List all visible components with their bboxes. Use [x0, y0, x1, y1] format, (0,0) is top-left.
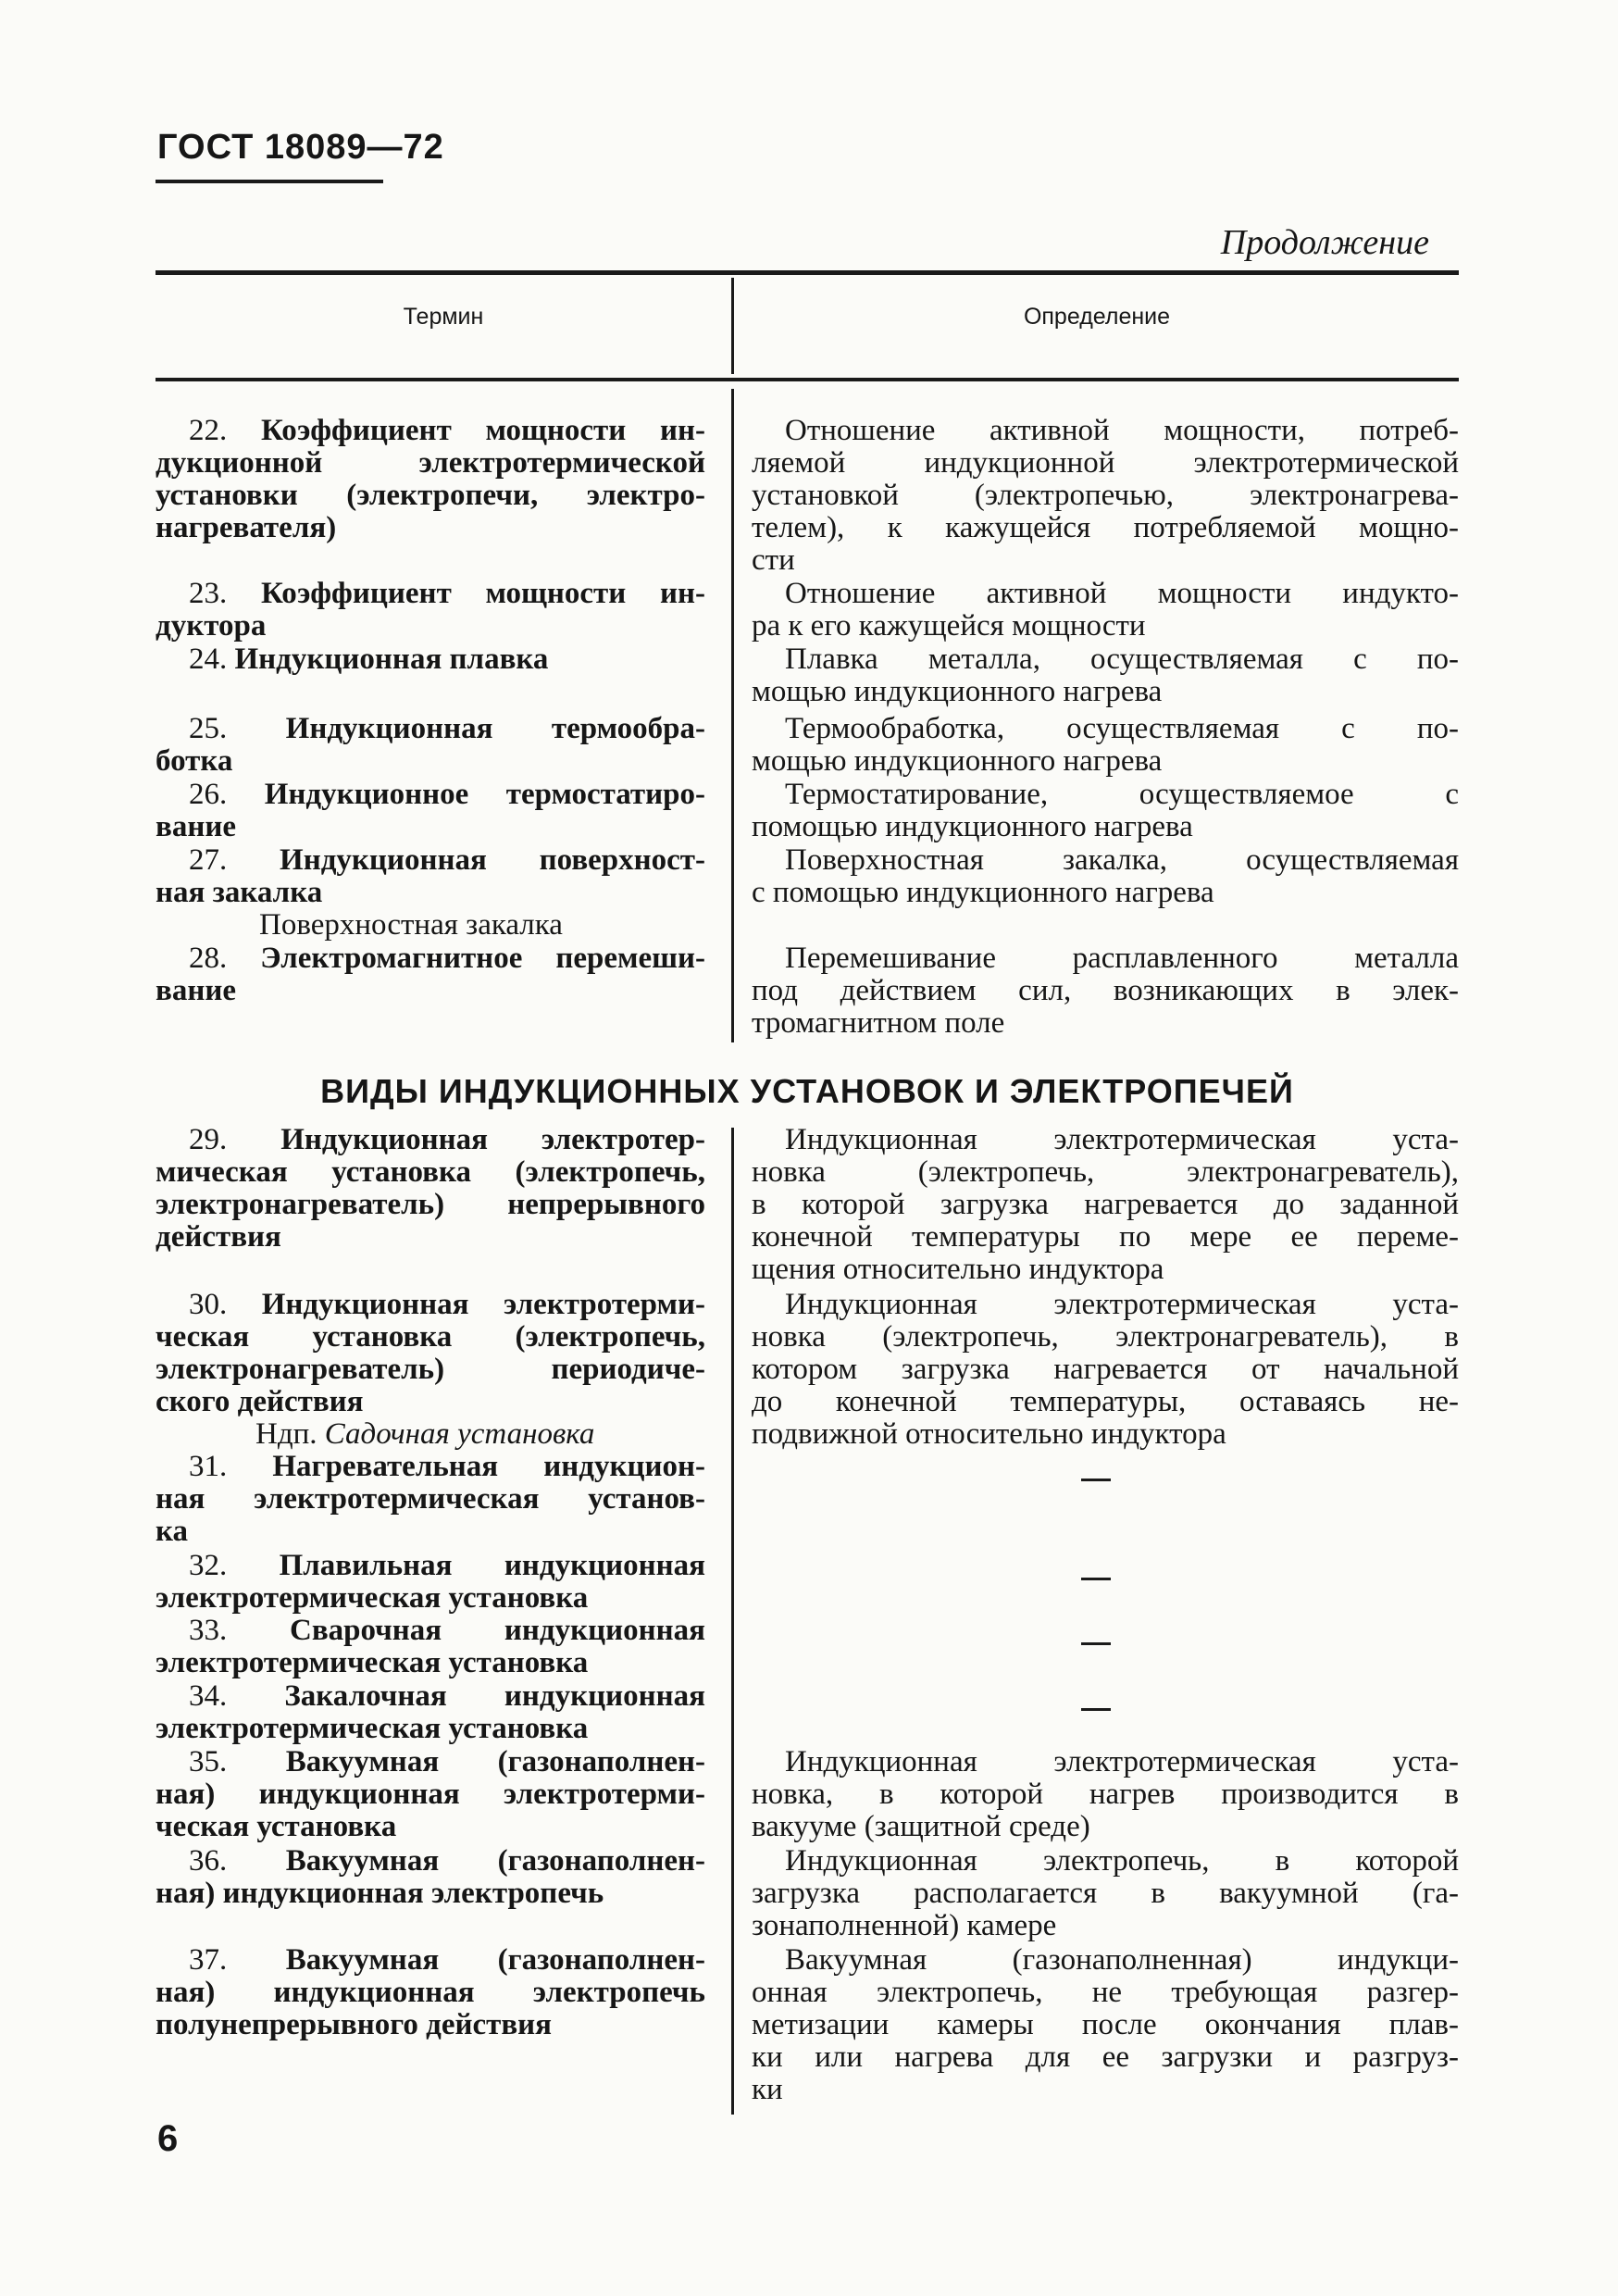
- term-35: [156, 1746, 705, 1843]
- term-line: Электромагнитное перемеши-: [260, 942, 705, 975]
- term-line: Индукционная термообра-: [285, 712, 705, 745]
- term-number: 33.: [189, 1614, 228, 1647]
- table-top-rule: [156, 270, 1459, 275]
- term-32: [156, 1550, 705, 1615]
- definition-line: до конечной температуры, оставаясь не-: [752, 1385, 1459, 1418]
- term-number: 35.: [189, 1745, 228, 1778]
- term-line: Вакуумная (газонаполнен-: [285, 1844, 705, 1878]
- term-line: ная) индукционная электропечь: [156, 1976, 705, 2009]
- definition-line: ки: [752, 2073, 783, 2106]
- term-synonym: Поверхностная закалка: [259, 908, 563, 942]
- definition-line: новка, в которой нагрев производится в: [752, 1778, 1459, 1811]
- term-number: 34.: [189, 1679, 228, 1713]
- term-line: полунепрерывного действия: [156, 2008, 553, 2041]
- definition-line: тромагнитном поле: [752, 1006, 1005, 1040]
- definition-line: подвижной относительно индуктора: [752, 1417, 1226, 1451]
- term-line: Плавильная индукционная: [279, 1549, 705, 1582]
- column-header-definition: Определение: [1023, 304, 1171, 330]
- definition-line: мощью индукционного нагрева: [752, 675, 1163, 708]
- term-line: электротермическая установка: [156, 1581, 589, 1615]
- term-number: 36.: [189, 1844, 228, 1878]
- term-line: электротермическая установка: [156, 1712, 589, 1745]
- definition-line: Индукционная электротермическая уста-: [785, 1123, 1459, 1156]
- term-line: дукционной электротермической: [156, 446, 705, 480]
- term-line: ная) индукционная электропечь: [156, 1877, 604, 1910]
- term-number: 29.: [189, 1123, 228, 1156]
- definition-37: [752, 1944, 1459, 2106]
- definition-line: сти: [752, 543, 795, 577]
- definition-line: Вакуумная (газонаполненная) индукци-: [785, 1943, 1459, 1977]
- term-line: Индукционная электротер-: [280, 1123, 705, 1156]
- term-number: 25.: [189, 712, 228, 745]
- column-divider-upper: [731, 389, 734, 1042]
- term-line: Индукционная поверхност-: [280, 843, 706, 877]
- definition-26: [752, 779, 1459, 843]
- definition-line: ки или нагрева для ее загрузки и разгруз-: [752, 2040, 1459, 2074]
- term-line: Индукционная плавка: [234, 643, 549, 676]
- definition-line: с помощью индукционного нагрева: [752, 876, 1214, 909]
- definition-35: [752, 1746, 1459, 1843]
- term-line: ботка: [156, 744, 233, 778]
- definition-28: [752, 942, 1459, 1040]
- header-underline: [156, 180, 383, 183]
- term-line: действия: [156, 1220, 281, 1254]
- term-number: 22.: [189, 414, 228, 447]
- definition-line: Плавка металла, осуществляемая с по-: [785, 643, 1459, 676]
- term-line: электронагреватель) периодиче-: [156, 1353, 705, 1386]
- term-36: [156, 1845, 705, 1910]
- definition-30: [752, 1289, 1459, 1451]
- term-34: [156, 1680, 705, 1745]
- definition-line: под действием сил, возникающих в элек-: [752, 974, 1459, 1007]
- definition-24: [752, 643, 1459, 708]
- definition-line: новка (электропечь, электронагреватель),: [752, 1155, 1459, 1189]
- term-25: [156, 713, 705, 778]
- definition-27: [752, 844, 1459, 909]
- term-line: ческая установка (электропечь,: [156, 1320, 705, 1354]
- definition-line: конечной температуры по мере ее переме-: [752, 1220, 1459, 1254]
- definition-line: зонаполненной) камере: [752, 1909, 1057, 1942]
- definition-line: ляемой индукционной электротермической: [752, 446, 1459, 480]
- no-definition-dash-32: [1081, 1578, 1111, 1580]
- continuation-label: Продолжение: [1220, 223, 1429, 262]
- term-line: Индукционная электротерми-: [261, 1288, 706, 1321]
- term-number: 37.: [189, 1943, 228, 1977]
- page-number: 6: [157, 2118, 179, 2159]
- term-line: ная электротермическая установ-: [156, 1482, 705, 1516]
- definition-line: котором загрузка нагревается от начальной: [752, 1353, 1459, 1386]
- term-line: ная закалка: [156, 876, 323, 909]
- term-line: Вакуумная (газонаполнен-: [285, 1943, 705, 1977]
- definition-22: [752, 415, 1459, 577]
- term-number: 27.: [189, 843, 228, 877]
- term-line: ка: [156, 1515, 189, 1548]
- no-definition-dash-33: [1081, 1642, 1111, 1645]
- definition-line: щения относительно индуктора: [752, 1253, 1164, 1286]
- ndp-term: Садочная установка: [324, 1417, 595, 1451]
- definition-line: загрузка располагается в вакуумной (га-: [752, 1877, 1459, 1910]
- term-22: [156, 415, 705, 544]
- definition-line: онная электропечь, не требующая разгер-: [752, 1976, 1459, 2009]
- term-line: нагревателя): [156, 511, 337, 544]
- definition-line: мощью индукционного нагрева: [752, 744, 1163, 778]
- term-27: [156, 844, 705, 942]
- term-line: вание: [156, 810, 236, 843]
- column-divider-lower: [731, 1128, 734, 2115]
- no-definition-dash-34: [1081, 1708, 1111, 1711]
- term-line: вание: [156, 974, 236, 1007]
- definition-line: новка (электропечь, электронагреватель), в: [752, 1320, 1459, 1354]
- head-divider: [731, 278, 734, 374]
- definition-line: Поверхностная закалка, осуществляемая: [785, 843, 1459, 877]
- term-28: [156, 942, 705, 1007]
- term-line: ского действия: [156, 1385, 364, 1418]
- definition-line: установкой (электропечью, электронагрева-: [752, 479, 1459, 512]
- term-line: Вакуумная (газонаполнен-: [285, 1745, 705, 1778]
- definition-36: [752, 1845, 1459, 1942]
- definition-line: ра к его кажущейся мощности: [752, 609, 1146, 643]
- term-37: [156, 1944, 705, 2041]
- definition-23: [752, 578, 1459, 643]
- definition-line: Термостатирование, осуществляемое с: [785, 778, 1459, 811]
- table-header-rule: [156, 378, 1459, 381]
- standard-designation: ГОСТ 18089—72: [157, 128, 444, 167]
- deprecated-term: [156, 1418, 705, 1451]
- definition-line: Перемешивание расплавленного металла: [785, 942, 1459, 975]
- term-line: Сварочная индукционная: [289, 1614, 705, 1647]
- definition-line: метизации камеры после окончания плав-: [752, 2008, 1459, 2041]
- definition-line: вакууме (защитной среде): [752, 1810, 1090, 1843]
- definition-line: в которой загрузка нагревается до заданной: [752, 1188, 1459, 1221]
- term-line: Закалочная индукционная: [284, 1679, 705, 1713]
- term-number: 30.: [189, 1288, 228, 1321]
- term-line: Индукционное термостатиро-: [264, 778, 705, 811]
- term-23: [156, 578, 705, 643]
- definition-line: телем), к кажущейся потребляемой мощно-: [752, 511, 1459, 544]
- term-line: Коэффициент мощности ин-: [260, 577, 705, 610]
- term-number: 31.: [189, 1450, 228, 1483]
- ndp-label: Ндп.: [255, 1417, 317, 1451]
- term-line: ческая установка: [156, 1810, 397, 1843]
- term-number: 28.: [189, 942, 228, 975]
- definition-line: Термообработка, осуществляемая с по-: [785, 712, 1459, 745]
- definition-line: Отношение активной мощности индукто-: [785, 577, 1459, 610]
- term-number: 24.: [189, 643, 228, 676]
- definition-25: [752, 713, 1459, 778]
- term-line: электротермическая установка: [156, 1646, 589, 1679]
- definition-29: [752, 1124, 1459, 1286]
- no-definition-dash-31: [1081, 1479, 1111, 1481]
- definition-line: Индукционная электротермическая уста-: [785, 1288, 1459, 1321]
- definition-line: помощью индукционного нагрева: [752, 810, 1193, 843]
- section-title: ВИДЫ ИНДУКЦИОННЫХ УСТАНОВОК И ЭЛЕКТРОПЕЧЕЙ: [320, 1072, 1294, 1110]
- definition-line: Индукционная электропечь, в которой: [785, 1844, 1459, 1878]
- term-29: [156, 1124, 705, 1254]
- term-line: установки (электропечи, электро-: [156, 479, 705, 512]
- term-number: 23.: [189, 577, 228, 610]
- term-line: электронагреватель) непрерывного: [156, 1188, 705, 1221]
- term-number: 26.: [189, 778, 228, 811]
- term-line: мическая установка (электропечь,: [156, 1155, 705, 1189]
- term-26: [156, 779, 705, 843]
- definition-line: Отношение активной мощности, потреб-: [785, 414, 1459, 447]
- term-line: дуктора: [156, 609, 267, 643]
- term-line: Коэффициент мощности ин-: [260, 414, 705, 447]
- term-33: [156, 1615, 705, 1679]
- column-header-term: Термин: [403, 304, 484, 330]
- term-line: ная) индукционная электротерми-: [156, 1778, 705, 1811]
- term-24: [156, 643, 705, 676]
- term-30: [156, 1289, 705, 1451]
- term-number: 32.: [189, 1549, 228, 1582]
- term-line: Нагревательная индукцион-: [272, 1450, 706, 1483]
- term-31: [156, 1451, 705, 1548]
- definition-line: Индукционная электротермическая уста-: [785, 1745, 1459, 1778]
